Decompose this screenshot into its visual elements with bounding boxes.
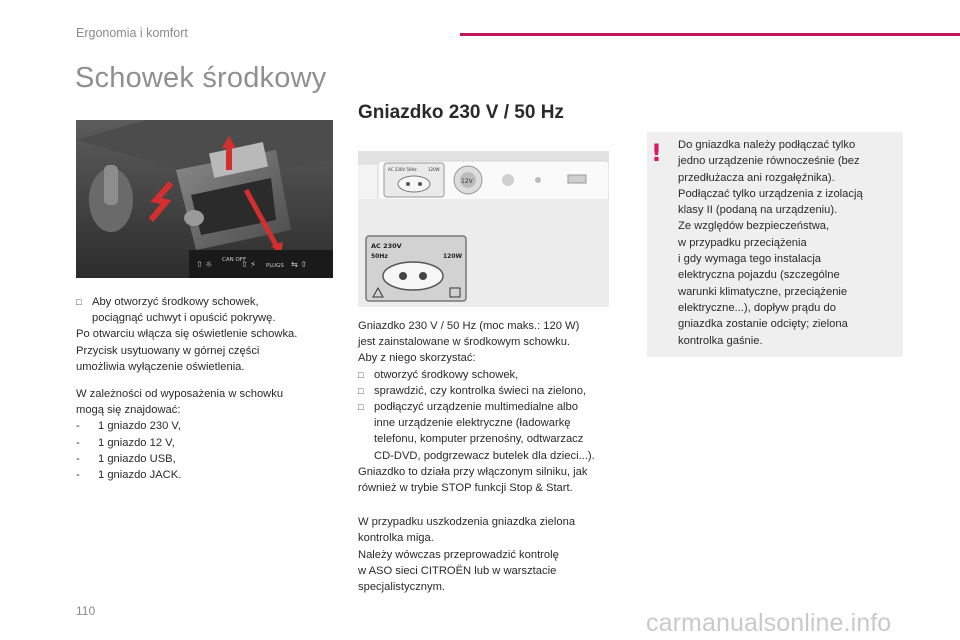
warning-text: Do gniazdka należy podłączać tylko jedno urządzenie równocześnie (bez przedłużacza ani rozgałęźnika). Podłączać tylko urządzenia z izolacją klasy II (podaną na urządzeniu). Ze względów bezpieczeństwa, w przypadku przeciążenia i gdy wymaga tego instalacja elektryczna pojazdu (szczególne warunki klimatyczne, przeciążenie elektryczne...), dopływ prądu do gniazdka zostanie odcięty; zielona kontrolka gaśnie. — [678, 139, 863, 347]
list-item: □ podłączyć urządzenie multimedialne albo — [358, 399, 638, 415]
header-accent-bar — [460, 33, 960, 36]
list-item: □ otworzyć środkowy schowek, — [358, 367, 638, 383]
svg-text:⇧ ☼: ⇧ ☼ — [196, 260, 213, 269]
small-label-2: 120W — [428, 167, 440, 172]
socket-label-voltage: AC 230V — [371, 242, 402, 250]
list-item: - 1 gniazdo 230 V, — [76, 420, 181, 433]
checkbox-bullet-icon: □ — [358, 402, 364, 413]
checkbox-bullet-icon: □ — [76, 297, 82, 307]
socket-label-frequency: 50Hz — [371, 253, 388, 260]
watermark: carmanualsonline.info — [646, 609, 892, 637]
section-title: Gniazdko 230 V / 50 Hz — [358, 102, 564, 123]
list-item: - 1 gniazdo 12 V, — [76, 436, 175, 449]
list-item: - 1 gniazdo JACK. — [76, 469, 182, 482]
socket-label-power: 120W — [443, 253, 463, 260]
can-off-label: CAN OFF — [222, 257, 247, 263]
console-compartment-photo — [76, 120, 333, 278]
socket-photo — [358, 151, 609, 307]
list-item: □ sprawdzić, czy kontrolka świeci na zielono, — [358, 383, 638, 399]
small-label-1: AC 230V 50Hz — [388, 167, 417, 172]
list-item: - 1 gniazdo USB, — [76, 452, 176, 465]
plugs-label: PLUGS — [266, 263, 284, 269]
middle-column-text: Gniazdko 230 V / 50 Hz (moc maks.: 120 W) jest zainstalowane w środkowym schowku. Aby z niego skorzystać: □ otworzyć środkowy schowek, □ sprawdzić, czy kontrolka świeci na zielono, □ podłączyć urządzenie multimedialne albo inne urządzenie elektryczne (ładowarkę telefonu, komputer przenośny, odtwarzacz CD-DVD, podgrzewacz butelek dla dzieci...). Gniazdko to działa przy włączonym silniku, jak również w trybie STOP funkcji Stop & Start. W przypadku uszkodzenia gniazdka zielona kontrolka miga. Należy wówczas przeprowadzić kontrolę w ASO sieci CITROËN lub w warsztacie specjalistycznym. — [358, 318, 638, 595]
left-column-text: □ Aby otworzyć środkowy schowek, pociągnąć uchwyt i opuścić pokrywę. Po otwarciu włącza się oświetlenie schowka. Przycisk usytuowany w górnej części umożliwia wyłączenie oświetlenia. W zależności od wyposażenia w schowku mogą się znajdować: - 1 gniazdo 230 V, - 1 gniazdo 12 V, - 1 gniazdo USB, - 1 gniazdo JACK. — [76, 294, 346, 483]
12v-label: 12V — [461, 178, 473, 185]
section-header: Ergonomia i komfort — [76, 26, 188, 40]
page-title: Schowek środkowy — [75, 62, 327, 94]
list-item: □ Aby otworzyć środkowy schowek, — [76, 294, 346, 310]
checkbox-bullet-icon: □ — [358, 369, 364, 380]
svg-text:⇧ ⚡: ⇧ ⚡ — [241, 260, 256, 269]
checkbox-bullet-icon: □ — [358, 385, 364, 396]
page-number: 110 — [76, 604, 96, 618]
svg-text:⇆ ⇧: ⇆ ⇧ — [291, 260, 307, 269]
warning-exclamation-icon: ! — [651, 139, 662, 167]
